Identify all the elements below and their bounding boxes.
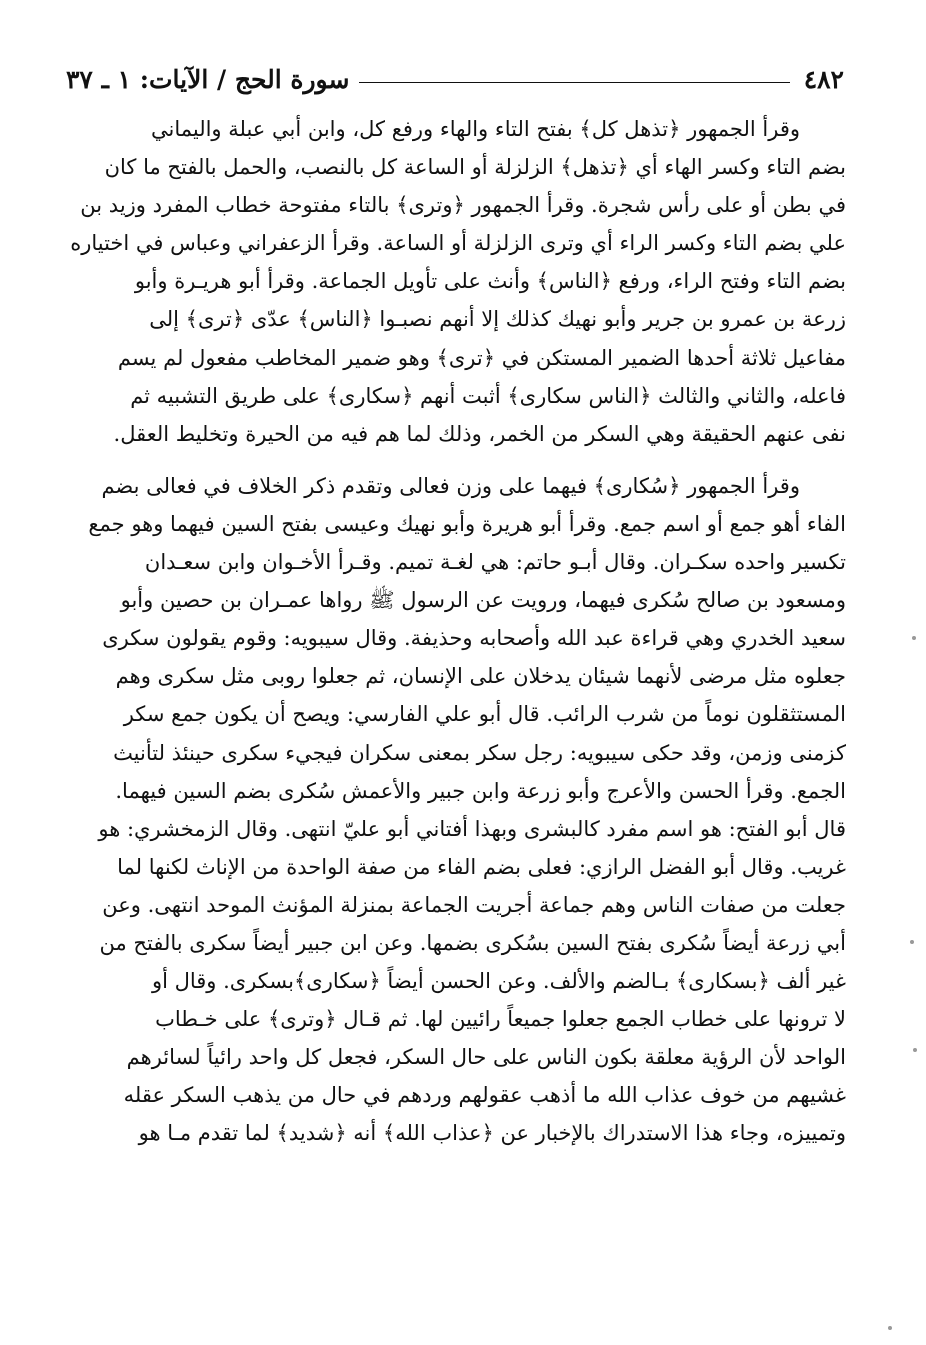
page-number: ٤٨٢: [803, 64, 844, 94]
chapter-title: سورة الحج / الآيات: ١ ـ ٣٧: [66, 64, 350, 94]
header-rule: [359, 82, 789, 83]
text-line: غير ألف ﴿بسكارى﴾ بـالضم والألف. وعن الحسن أيضاً ﴿سكارى﴾بسكرى. وقال أو: [151, 969, 846, 994]
text-line: الجمع. وقرأ الحسن والأعرج وأبو زرعة وابن جبير والأعمش سُكرى بضم السين فيهما.: [115, 778, 846, 803]
text-line: مفاعيل ثلاثة أحدها الضمير المستكن في ﴿ترى﴾ وهو ضمير المخاطب مفعول لم يسم: [117, 345, 846, 370]
text-line: قال أبو الفتح: هو اسم مفرد كالبشرى وبهذا أفتاني أبو عليّ انتهى. وقال الزمخشري: هو: [98, 816, 846, 841]
text-line: أبي زرعة أيضاً سُكرى بفتح السين بسُكرى بضمها. وعن ابن جبير أيضاً سكرى بالفتح من: [99, 930, 846, 955]
text-line: غشيهم من خوف عذاب الله ما أذهب عقولهم وردهم في حال من يذهب السكر عقله: [123, 1083, 846, 1108]
text-line: سعيد الخدري وهي قراءة عبد الله وأصحابه وحذيفة. وقال سيبويه: وقوم يقولون سكرى: [102, 626, 846, 651]
running-header: [66, 62, 844, 96]
text-line: وقرأ الجمهور ﴿تذهل كل﴾ بفتح التاء والهاء ورفع كل، وابن أبي عبلة واليماني: [150, 117, 800, 141]
scan-speck: [913, 1048, 917, 1052]
text-line: المستثقلون نوماً من شرب الرائب. قال أبو علي الفارسي: ويصح أن يكون جمع سكر: [123, 702, 846, 727]
text-line: نفى عنهم الحقيقة وهي السكر من الخمر، وذلك لما هم فيه من الحيرة وتخليط العقل.: [113, 421, 846, 446]
text-line: فاعله، والثاني والثالث ﴿الناس سكارى﴾ أثبت أنهم ﴿سكارى﴾ على طريق التشبيه ثم: [130, 383, 846, 408]
text-line: كزمنى وزمن، وقد حكى سيبويه: رجل سكر بمعنى سكران فيجيء سكرى حينئذ لتأنيث: [113, 740, 846, 765]
text-line: لا ترونها على خطاب الجمع جعلوا جميعاً رائيين لها. ثم قـال ﴿وترى﴾ على خـطاب: [155, 1007, 846, 1032]
body-text: [66, 110, 846, 1153]
scan-speck: [912, 636, 916, 640]
text-line: بضم التاء وفتح الراء، ورفع ﴿الناس﴾ وأنث على تأويل الجماعة. وقرأ أبو هريـرة وأبو: [134, 269, 846, 294]
text-line: جعلت من صفات الناس وهم جماعة أجريت الجماعة بمنزلة المؤنث الموحد انتهى. وعن: [102, 892, 846, 917]
text-line: ومسعود بن صالح سُكرى فيهما، ورويت عن الرسول ﷺ رواها عمـران بن حصين وأبو: [120, 588, 846, 613]
text-line: غريب. وقال أبو الفضل الرازي: فعلى بضم الفاء من صفة الواحدة من الإناث لكنها لما: [117, 854, 846, 879]
text-line: وتمييزه، وجاء هذا الاستدراك بالإخبار عن ﴿عذاب الله﴾ أنه ﴿شديد﴾ لما تقدم مـا هو: [138, 1121, 846, 1146]
text-line: جعلوه مثل مرضى لأنهما شيئان يدخلان على الإنسان، ثم جعلوا روبى مثل سكرى وهم: [115, 664, 846, 689]
text-line: تكسير واحده سكـران. وقال أبـو حاتم: هي لغـة تميم. وقـرأ الأخـوان وابن سعـدان: [144, 550, 846, 575]
text-line: علي بضم التاء وكسر الراء أي وترى الزلزلة أو الساعة. وقرأ الزعفراني وعباس في اختياره: [70, 231, 846, 256]
scan-speck: [888, 1326, 892, 1330]
text-line: في بطن أو على رأس شجرة. وقرأ الجمهور ﴿وترى﴾ بالتاء مفتوحة خطاب المفرد وزيد بن: [80, 193, 846, 218]
text-line: الفاء أهو جمع أو اسم جمع. وقرأ أبو هريرة وأبو نهيك وعيسى بفتح السين فيهما وهو جمع: [88, 511, 846, 536]
text-line: زرعة بن عمرو بن جرير وأبو نهيك كذلك إلا أنهم نصبـوا ﴿الناس﴾ عدّى ﴿ترى﴾ إلى: [149, 307, 846, 332]
scan-speck: [910, 940, 914, 944]
text-line: بضم التاء وكسر الهاء أي ﴿تذهل﴾ الزلزلة أو الساعة كل بالنصب، والحمل بالفتح ما كان: [104, 155, 846, 180]
paragraph-1: [66, 110, 846, 453]
text-line: الواحد لأن الرؤية معلقة بكون الناس على حال السكر، فجعل كل واحد رائياً لسائرهم: [126, 1045, 846, 1070]
paragraph-2: [66, 467, 846, 1153]
text-line: وقرأ الجمهور ﴿سُكارى﴾ فيهما على وزن فعالى وتقدم ذكر الخلاف في فعالى بضم: [101, 473, 800, 498]
